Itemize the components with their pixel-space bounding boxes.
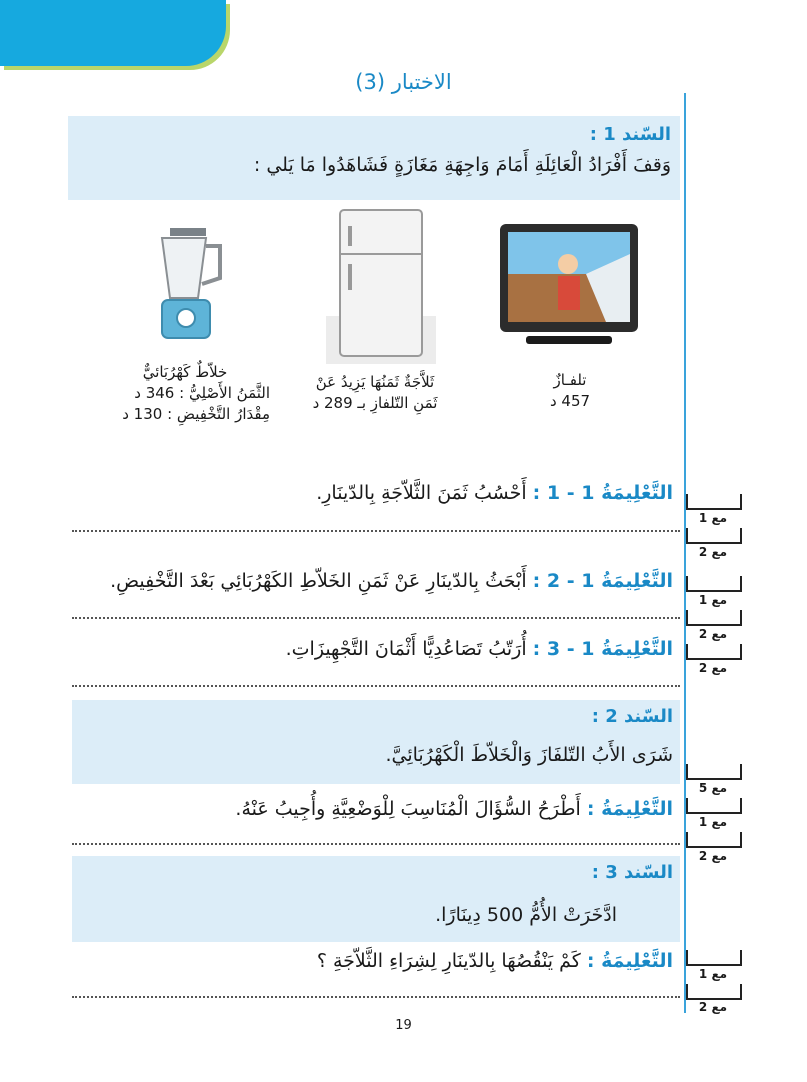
criterion-box[interactable]: [686, 832, 742, 848]
instruction-1-3-label: التَّعْلِيمَةُ 1 - 3 :: [532, 638, 673, 660]
answer-line[interactable]: [72, 685, 680, 687]
answer-line[interactable]: [72, 843, 680, 845]
instruction-1-2: [110, 570, 673, 592]
criterion-label: مع 2: [698, 661, 728, 675]
answer-line[interactable]: [72, 996, 680, 998]
sanad3-text: ادَّخَرَتْ الأُمُّ 500 دِينَارًا.: [435, 904, 617, 926]
criterion-box[interactable]: [686, 576, 742, 592]
sanad1-text: وَقفَ أَفْرَادُ الْعَائِلَةِ أَمَامَ وَاجِهَةِ مَغَازَةٍ فَشَاهَدُوا مَا يَلي :: [253, 154, 671, 176]
sanad2-label: السّند 2 :: [591, 706, 673, 727]
page-title: الاختبار (3): [355, 70, 452, 94]
sanad3-instruction: [317, 950, 673, 972]
criterion-label: مع 2: [698, 1000, 728, 1014]
criterion-label: مع 1: [698, 511, 728, 525]
answer-line[interactable]: [72, 530, 680, 532]
tv-image: [496, 224, 642, 350]
tv-price: 457 د: [549, 392, 591, 410]
fridge-image: [326, 206, 436, 364]
blender-caption: [100, 362, 270, 425]
criterion-box[interactable]: [686, 984, 742, 1000]
fridge-line2: ثَمَنِ التّلفازِ بـ 289 د: [312, 394, 438, 412]
instruction-1-1-text: أَحْسُبُ ثَمَنَ الثَّلاّجَةِ بِالدّينَارِ.: [316, 482, 527, 504]
sanad2-instruction: [235, 798, 673, 820]
criterion-label: مع 1: [698, 815, 728, 829]
fridge-line1: ثَلاَّجَةٌ ثَمَنُهَا يَزِيدُ عَنْ: [315, 373, 435, 391]
sanad2-instruction-label: التَّعْلِيمَةُ :: [586, 798, 673, 820]
instruction-1-1: [316, 482, 673, 504]
blender-image: [148, 228, 226, 342]
blender-name: خلاّطٌ كَهْرُبَائيٌّ: [142, 363, 228, 381]
instruction-1-2-text: أَبْحَثُ بِالدّينَارِ عَنْ ثَمَنِ الخَلاّطِ الكَهْرُبَائِي بَعْدَ التَّخْفِيضِ.: [110, 570, 527, 592]
sanad2-box: [72, 700, 680, 784]
page-number: 19: [395, 1018, 412, 1033]
criterion-box[interactable]: [686, 644, 742, 660]
criterion-box[interactable]: [686, 528, 742, 544]
answer-line[interactable]: [72, 617, 680, 619]
subject-label: رياضيّات: [680, 24, 771, 54]
sanad1-label: السّند 1 :: [589, 124, 671, 145]
criterion-box[interactable]: [686, 610, 742, 626]
sanad3-label: السّند 3 :: [591, 862, 673, 883]
criterion-label: مع 2: [698, 627, 728, 641]
sanad2-instruction-text: أَطْرَحُ السُّؤَالَ الْمُنَاسِبَ لِلْوَضْعِيَّةِ وأُجِيبُ عَنْهُ.: [235, 798, 581, 820]
subject-tab: [0, 0, 226, 66]
tv-name: تلفـازٌ: [553, 371, 587, 389]
sanad3-instruction-text: كَمْ يَنْقُصُهَا بِالدّينَارِ لِشِرَاءِ الثَّلاّجَةِ ؟: [316, 950, 581, 972]
criterion-box[interactable]: [686, 494, 742, 510]
criterion-box[interactable]: [686, 950, 742, 966]
instruction-1-2-label: التَّعْلِيمَةُ 1 - 2 :: [532, 570, 673, 592]
criterion-label: مع 2: [698, 545, 728, 559]
instruction-1-3: [286, 638, 673, 660]
blender-discount: مِقْدَارُ التَّخْفِيضِ : 130 د: [122, 405, 270, 423]
criterion-box[interactable]: [686, 798, 742, 814]
sanad2-text: شَرَى الأَبُ التّلفَازَ وَالْخَلاّطَ الْكَهْرُبَائِيَّ.: [385, 744, 673, 766]
fridge-caption: [290, 372, 460, 414]
sanad3-box: [72, 856, 680, 942]
tv-caption: [520, 370, 620, 412]
sanad3-instruction-label: التَّعْلِيمَةُ :: [586, 950, 673, 972]
criterion-label: مع 1: [698, 593, 728, 607]
criterion-box[interactable]: [686, 764, 742, 780]
criterion-label: مع 5: [698, 781, 728, 795]
margin-line: [684, 93, 686, 1013]
instruction-1-1-label: التَّعْلِيمَةُ 1 - 1 :: [532, 482, 673, 504]
instruction-1-3-text: أُرَتّبُ تَصَاعُدِيًّا أَثْمَانَ التَّجْهِيزَاتِ.: [285, 638, 527, 660]
criterion-label: مع 2: [698, 849, 728, 863]
criterion-label: مع 1: [698, 967, 728, 981]
blender-price: الثَّمَنُ الأَصْلِيُّ : 346 د: [134, 384, 270, 402]
